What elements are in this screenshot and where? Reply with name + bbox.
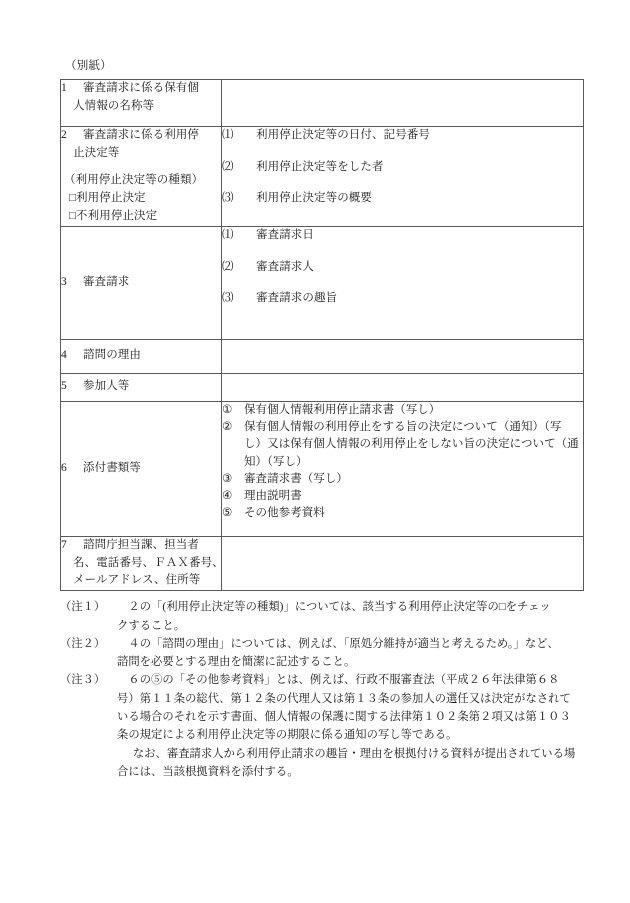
attachment-item xyxy=(222,471,583,488)
row-value-3[interactable] xyxy=(222,226,584,339)
sub-item xyxy=(222,259,583,277)
footnote-body xyxy=(117,671,583,781)
sub-item-number: ⑴ xyxy=(222,228,234,241)
row-label-4 xyxy=(61,339,222,373)
sub-item-label: 審査請求人 xyxy=(256,260,314,273)
sub-item-number: ⑶ xyxy=(222,292,234,305)
footnote-tag: （注２） xyxy=(60,637,106,650)
row-number: 2 xyxy=(61,128,67,141)
row-label-5 xyxy=(61,373,222,401)
sub-item xyxy=(222,290,583,308)
attachment-text: その他参考資料 xyxy=(244,507,325,520)
row-value-5[interactable] xyxy=(222,373,584,401)
attachment-item xyxy=(222,505,583,522)
attachment-number: ③ xyxy=(222,472,233,485)
spacer xyxy=(61,162,221,172)
footnote-line: ４の「諮問の理由」については、例えば、「原処分維持が適当と考えるため。」など、 xyxy=(117,637,559,650)
footnote-3 xyxy=(60,671,583,781)
row-label-6 xyxy=(61,401,222,536)
table-row xyxy=(61,401,584,536)
table-row xyxy=(61,373,584,401)
table-row xyxy=(61,226,584,339)
row-label-text: 人情報の名称等 xyxy=(73,99,155,112)
row-label-line xyxy=(61,555,224,573)
sub-item xyxy=(222,159,583,177)
table-row xyxy=(61,126,584,226)
attachment-number: ① xyxy=(222,403,233,416)
row-label-line xyxy=(61,145,221,163)
attachment-item xyxy=(222,402,583,419)
footnote-body xyxy=(117,635,583,672)
sub-item-label: 利用停止決定等の概要 xyxy=(256,192,372,205)
sub-item xyxy=(222,127,583,145)
row-value-7[interactable] xyxy=(222,536,584,590)
footnotes xyxy=(60,598,583,781)
attachment-marker: （別紙） xyxy=(65,60,112,72)
checkbox-option-riyoteishi[interactable] xyxy=(61,190,221,208)
attachment-text: 理由説明書 xyxy=(244,490,302,503)
row-label-text: メールアドレス、住所等 xyxy=(73,574,201,587)
sub-item-number: ⑵ xyxy=(222,260,234,273)
row-label-1 xyxy=(61,79,222,126)
footnote-line: 条の規定による利用停止決定等の期限に係る通知の写し等である。 xyxy=(117,729,458,742)
table-row xyxy=(61,339,584,373)
footnote-1 xyxy=(60,598,583,635)
row-label-line xyxy=(61,572,221,590)
row-label-line xyxy=(61,98,221,116)
row-label-line xyxy=(61,127,221,145)
row-label-line xyxy=(61,378,221,396)
footnote-tag: （注３） xyxy=(60,674,106,687)
footnote-tag: （注１） xyxy=(60,601,106,614)
footnote-line: いる場合のそれを示す書面、個人情報の保護に関する法律第１０２条第２項又は第１０３ xyxy=(117,711,571,724)
attachment-number: ⑤ xyxy=(222,507,233,520)
sub-item xyxy=(222,227,583,245)
attachment-text: 保有個人情報利用停止請求書（写し） xyxy=(244,403,441,416)
sub-item-label: 審査請求の趣旨 xyxy=(256,292,338,305)
table-row xyxy=(61,536,584,590)
attachment-number: ④ xyxy=(222,490,233,503)
row-label-text: 審査請求に係る利用停 xyxy=(83,128,199,141)
footnote-line: クすること。 xyxy=(117,619,186,632)
sub-item-label: 利用停止決定等をした者 xyxy=(256,160,384,173)
footnote-extra-line: 合には、当該根拠資料を添付する。 xyxy=(117,765,299,778)
checkbox-icon[interactable]: □ xyxy=(69,210,77,223)
sub-item-label: 審査請求日 xyxy=(256,228,314,241)
table-row xyxy=(61,79,584,126)
row-number: 7 xyxy=(61,538,67,551)
row-label-text: 止決定等 xyxy=(73,146,120,159)
row-label-text: 参加人等 xyxy=(83,380,130,393)
spacer xyxy=(222,145,583,159)
row-number: 5 xyxy=(61,380,67,393)
row-label-2 xyxy=(61,126,222,226)
checkbox-label: 不利用停止決定 xyxy=(76,210,158,223)
footnote-line: 諮問を必要とする理由を簡潔に記述すること。 xyxy=(117,656,356,669)
sub-item-number: ⑴ xyxy=(222,128,234,141)
footnote-line: ２の「(利用停止決定等の種類)」については、該当する利用停止決定等の□をチェッ xyxy=(117,601,551,614)
row-label-text: 名、電話番号、ＦＡＸ番号、 xyxy=(73,556,224,569)
row-number: 3 xyxy=(61,275,67,288)
attachment-number: ② xyxy=(222,421,233,434)
attachment-text-continued: 知）（写し） xyxy=(244,455,308,468)
attachment-item xyxy=(222,419,583,436)
attachment-text-continued: し）又は保有個人情報の利用停止をしない旨の決定について（通 xyxy=(244,438,579,451)
footnote-body xyxy=(117,598,583,635)
row-label-text: 諮問庁担当課、担当者 xyxy=(83,538,199,551)
row-number: 6 xyxy=(61,461,67,474)
spacer xyxy=(222,276,583,290)
sub-item-number: ⑵ xyxy=(222,160,234,173)
sub-item xyxy=(222,190,583,208)
row-label-text: 審査請求に係る保有個 xyxy=(83,81,199,94)
sub-item-label: 利用停止決定等の日付、記号番号 xyxy=(256,128,430,141)
attachment-text: 審査請求書（写し） xyxy=(244,472,348,485)
row-value-6[interactable] xyxy=(222,401,584,536)
row-label-line xyxy=(61,274,221,292)
row-label-text: 審査請求 xyxy=(83,275,130,288)
row-value-1[interactable] xyxy=(222,79,584,126)
footnote-extra-line: なお、審査請求人から利用停止請求の趣旨・理由を根拠付ける資料が提出されている場 xyxy=(132,747,576,760)
attachment-text: 保有個人情報の利用停止をする旨の決定について（通知）（写 xyxy=(244,421,562,434)
consultation-form-table xyxy=(60,79,584,592)
checkbox-label: 利用停止決定 xyxy=(76,192,146,205)
spacer xyxy=(222,176,583,190)
row-number: 1 xyxy=(61,81,67,94)
row-label-text: 添付書類等 xyxy=(83,461,141,474)
row-label-line xyxy=(61,460,221,478)
footnote-2 xyxy=(60,635,583,672)
row-value-4[interactable] xyxy=(222,339,584,373)
checkbox-option-furiyoteishi[interactable] xyxy=(61,208,221,226)
row-label-line xyxy=(61,537,221,555)
attachment-item xyxy=(222,488,583,505)
row-label-line xyxy=(61,347,221,365)
row-label-line xyxy=(61,80,221,98)
row-label-text: 諮問の理由 xyxy=(83,349,141,362)
spacer xyxy=(222,245,583,259)
row-value-2[interactable] xyxy=(222,126,584,226)
checkbox-group-heading: （利用停止決定等の種類） xyxy=(64,174,204,187)
row-label-7 xyxy=(61,536,222,590)
row-label-3 xyxy=(61,226,222,339)
checkbox-icon[interactable]: □ xyxy=(69,192,77,205)
sub-item-number: ⑶ xyxy=(222,192,234,205)
row-number: 4 xyxy=(61,349,67,362)
footnote-line: ６の⑤の「その他参考資料」とは、例えば、行政不服審査法（平成２６年法律第６８ xyxy=(117,674,560,687)
footnote-line: 号）第１１条の総代、第１２条の代理人又は第１３条の参加人の選任又は決定がなされて xyxy=(117,692,571,705)
